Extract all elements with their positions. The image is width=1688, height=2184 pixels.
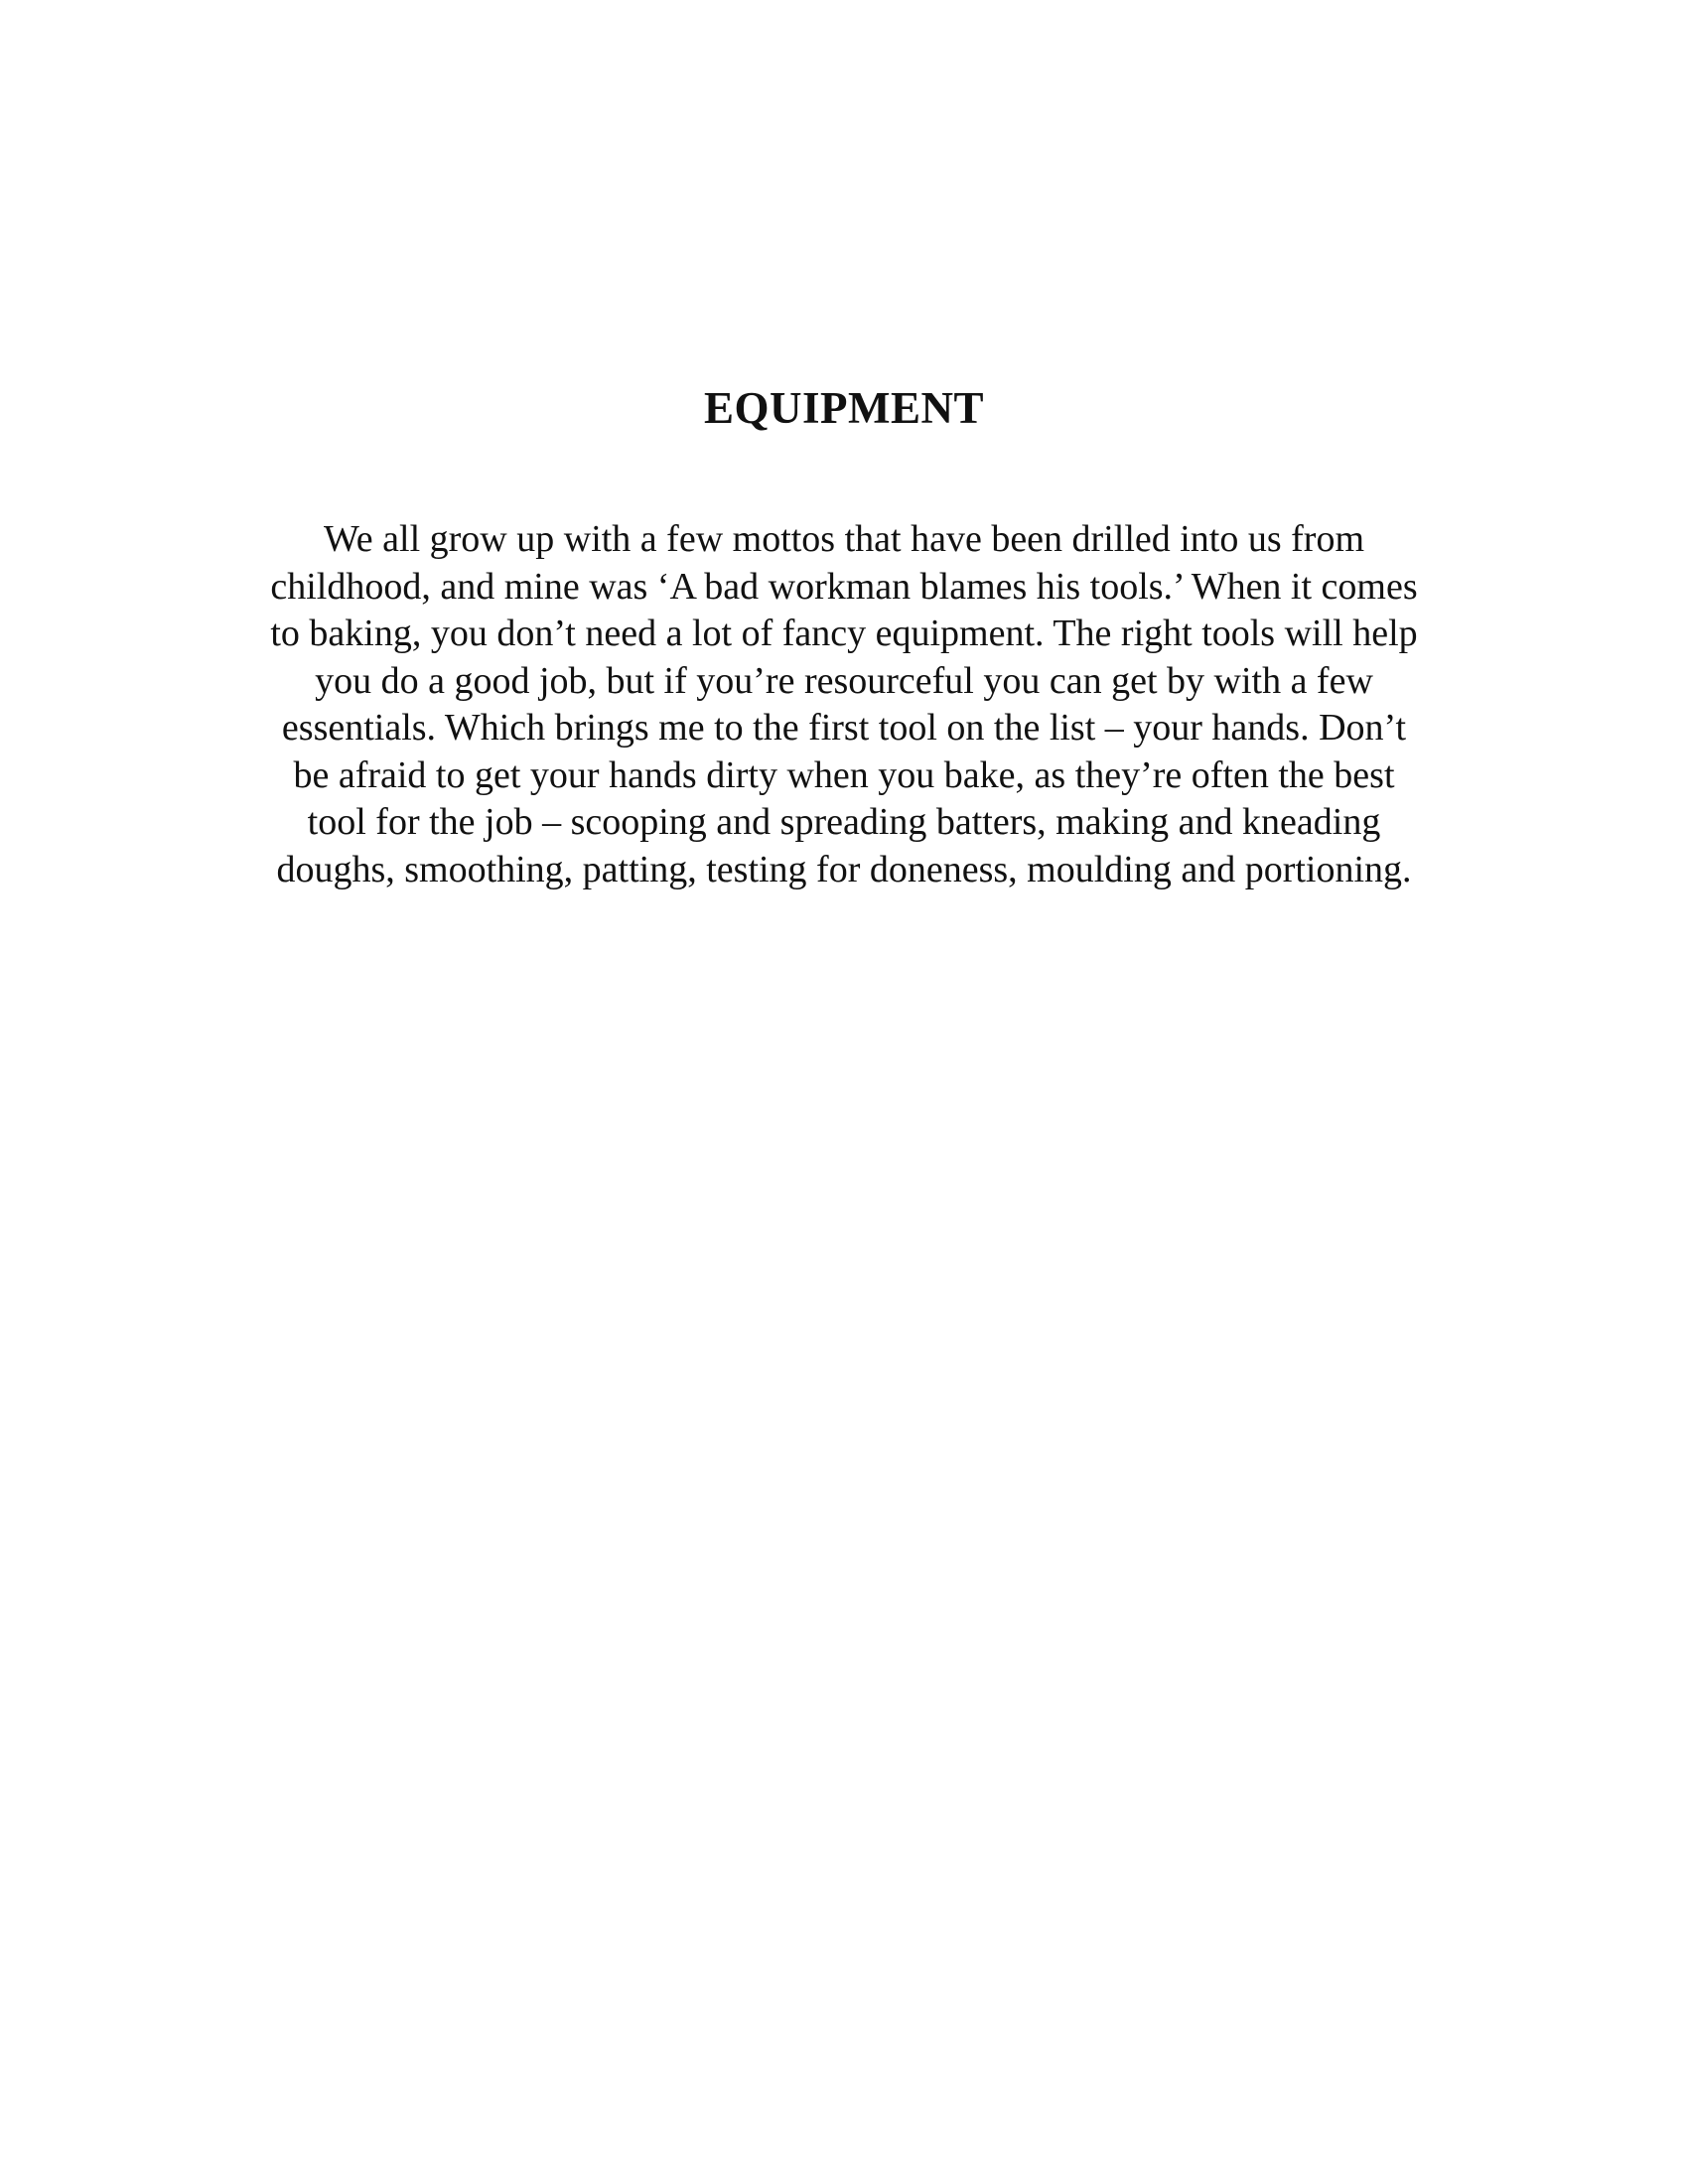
paragraph-line: you do a good job, but if you’re resourceful you can get by with a few (315, 659, 1373, 702)
paragraph-line: childhood, and mine was ‘A bad workman blames his tools.’ When it comes (270, 565, 1418, 608)
paragraph-line: essentials. Which brings me to the first tool on the list – your hands. Don’t (281, 707, 1407, 749)
page-title: EQUIPMENT (703, 383, 984, 433)
paragraph-line: to baking, you don’t need a lot of fancy equipment. The right tools will help (270, 613, 1418, 654)
body-paragraph (209, 516, 1479, 893)
paragraph-line: We all grow up with a few mottos that have been drilled into us from (323, 518, 1365, 560)
paragraph-line: doughs, smoothing, patting, testing for doneness, moulding and portioning. (276, 848, 1412, 890)
paragraph-line: tool for the job – scooping and spreading batters, making and kneading (307, 801, 1381, 843)
paragraph-line: be afraid to get your hands dirty when you bake, as they’re often the best (293, 753, 1395, 796)
